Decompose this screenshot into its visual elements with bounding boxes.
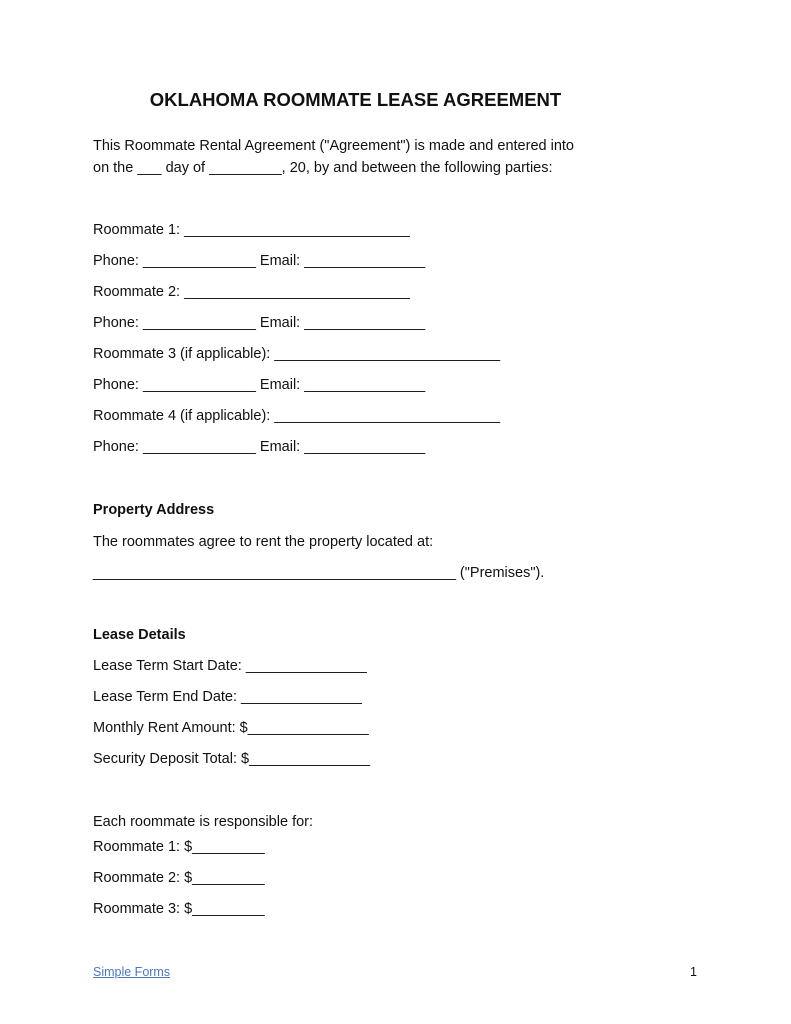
intro-line-2: on the ___ day of _________, 20, by and between the following parties: (93, 160, 553, 176)
roommate-1-contact-line: Phone: ______________ Email: _______________ (93, 253, 426, 269)
roommate-2-line: Roommate 2: ____________________________ (93, 284, 410, 300)
document-title: OKLAHOMA ROOMMATE LEASE AGREEMENT (149, 89, 562, 110)
lease-details-heading: Lease Details (93, 627, 186, 643)
roommate-2-contact-line: Phone: ______________ Email: _______________ (93, 315, 426, 331)
intro-line-1: This Roommate Rental Agreement ("Agreement") is made and entered into (93, 138, 574, 154)
roommate-3-share-line: Roommate 3: $_________ (93, 901, 265, 917)
security-deposit-line: Security Deposit Total: $_______________ (93, 751, 371, 767)
lease-end-date-line: Lease Term End Date: _______________ (93, 689, 363, 705)
roommate-3-line: Roommate 3 (if applicable): ____________________________ (93, 346, 501, 362)
roommate-4-contact-line: Phone: ______________ Email: _______________ (93, 439, 426, 455)
property-address-line-2: _____________________________________________ ("Premises"). (93, 565, 545, 581)
roommate-1-share-line: Roommate 1: $_________ (93, 839, 265, 855)
property-address-line-1: The roommates agree to rent the property located at: (93, 534, 434, 550)
roommate-4-line: Roommate 4 (if applicable): ____________________________ (93, 408, 501, 424)
page-number: 1 (690, 965, 697, 979)
property-address-heading: Property Address (93, 502, 215, 518)
lease-start-date-line: Lease Term Start Date: _______________ (93, 658, 367, 674)
responsibility-intro: Each roommate is responsible for: (93, 814, 314, 830)
roommate-1-line: Roommate 1: ____________________________ (93, 222, 410, 238)
monthly-rent-line: Monthly Rent Amount: $_______________ (93, 720, 369, 736)
roommate-3-contact-line: Phone: ______________ Email: _______________ (93, 377, 426, 393)
roommate-2-share-line: Roommate 2: $_________ (93, 870, 265, 886)
simple-forms-link[interactable]: Simple Forms (93, 965, 171, 979)
